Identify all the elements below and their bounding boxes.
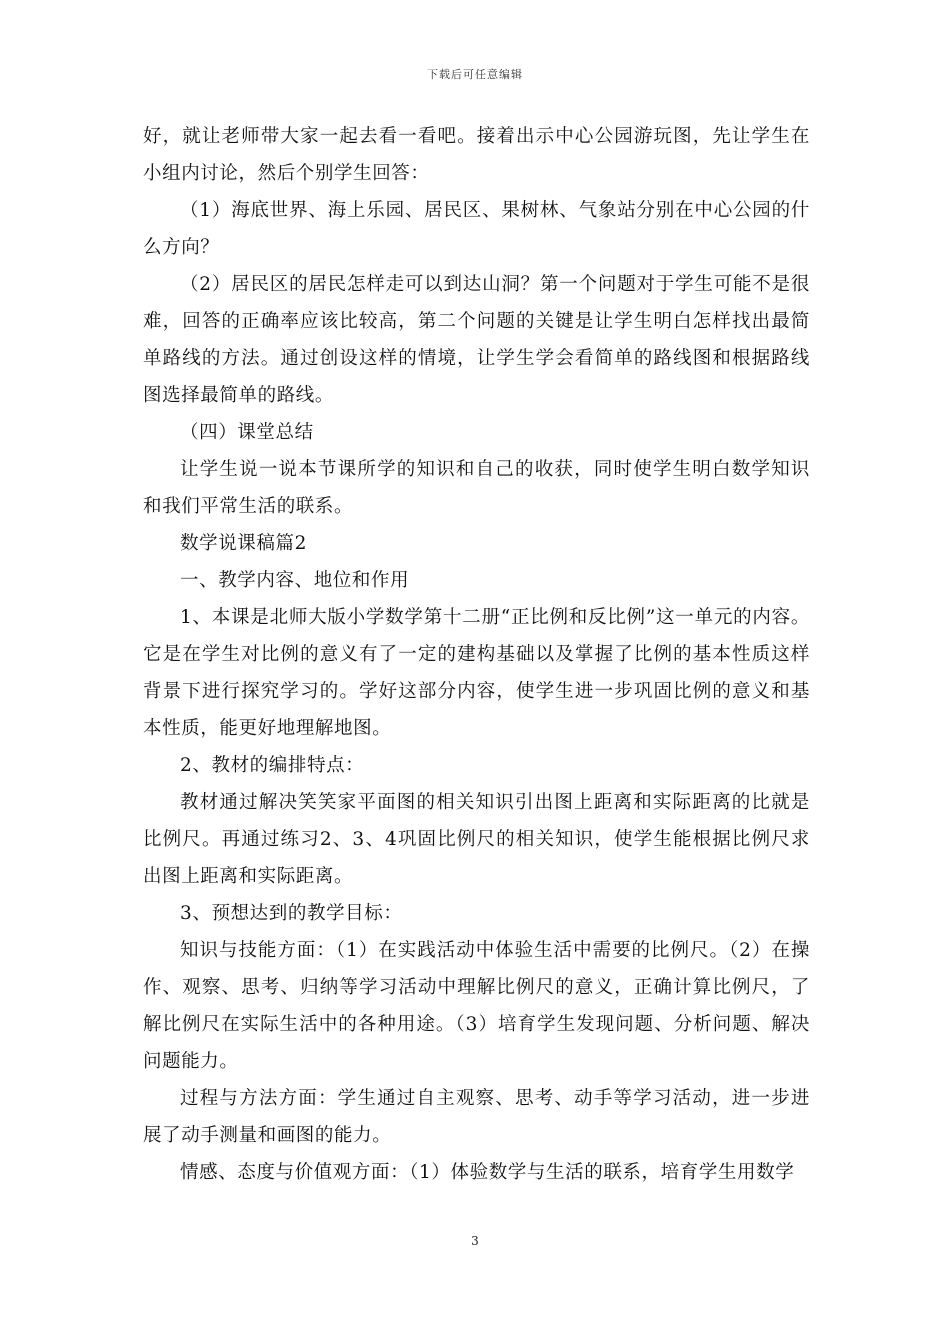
page-number: 3 xyxy=(471,1234,479,1248)
document-body xyxy=(143,118,810,1191)
paragraph: （2）居民区的居民怎样走可以到达山洞？第一个问题对于学生可能不是很难，回答的正确率应该比较高，第二个问题的关键是让学生明白怎样找出最简单路线的方法。通过创设这样的情境，让学生学会看简单的路线图和根据路线图选择最简单的路线。 xyxy=(143,274,810,406)
paragraph: 教材通过解决笑笑家平面图的相关知识引出图上距离和实际距离的比就是比例尺。再通过练习2、3、4巩固比例尺的相关知识，使学生能根据比例尺求出图上距离和实际距离。 xyxy=(143,792,810,887)
paragraph: 知识与技能方面：（1）在实践活动中体验生活中需要的比例尺。（2）在操作、观察、思考、归纳等学习活动中理解比例尺的意义，正确计算比例尺，了解比例尺在实际生活中的各种用途。（3）培育学生发现问题、分析问题、解决问题能力。 xyxy=(143,940,810,1072)
paragraph: 好，就让老师带大家一起去看一看吧。接着出示中心公园游玩图，先让学生在小组内讨论，然后个别学生回答： xyxy=(143,126,810,184)
subsection-heading: 3、预想达到的教学目标： xyxy=(180,903,403,924)
section-heading: （四）课堂总结 xyxy=(180,422,314,443)
page-header: 下载后可任意编辑 xyxy=(427,68,523,81)
paragraph: 让学生说一说本节课所学的知识和自己的收获，同时使学生明白数学知识和我们平常生活的联系。 xyxy=(143,459,810,517)
section-heading: 一、教学内容、地位和作用 xyxy=(180,570,410,591)
paragraph: 过程与方法方面：学生通过自主观察、思考、动手等学习活动，进一步进展了动手测量和画图的能力。 xyxy=(143,1088,810,1146)
subsection-heading: 2、教材的编排特点： xyxy=(180,755,365,776)
paragraph: （1）海底世界、海上乐园、居民区、果树林、气象站分别在中心公园的什么方向？ xyxy=(143,200,810,258)
paragraph: 1、本课是北师大版小学数学第十二册“正比例和反比例”这一单元的内容。它是在学生对比例的意义有了一定的建构基础以及掌握了比例的基本性质这样背景下进行探究学习的。学好这部分内容，使学生进一步巩固比例的意义和基本性质，能更好地理解地图。 xyxy=(143,607,810,739)
article-title: 数学说课稿篇2 xyxy=(180,533,307,554)
paragraph: 情感、态度与价值观方面：（1）体验数学与生活的联系，培育学生用数学 xyxy=(180,1162,795,1183)
